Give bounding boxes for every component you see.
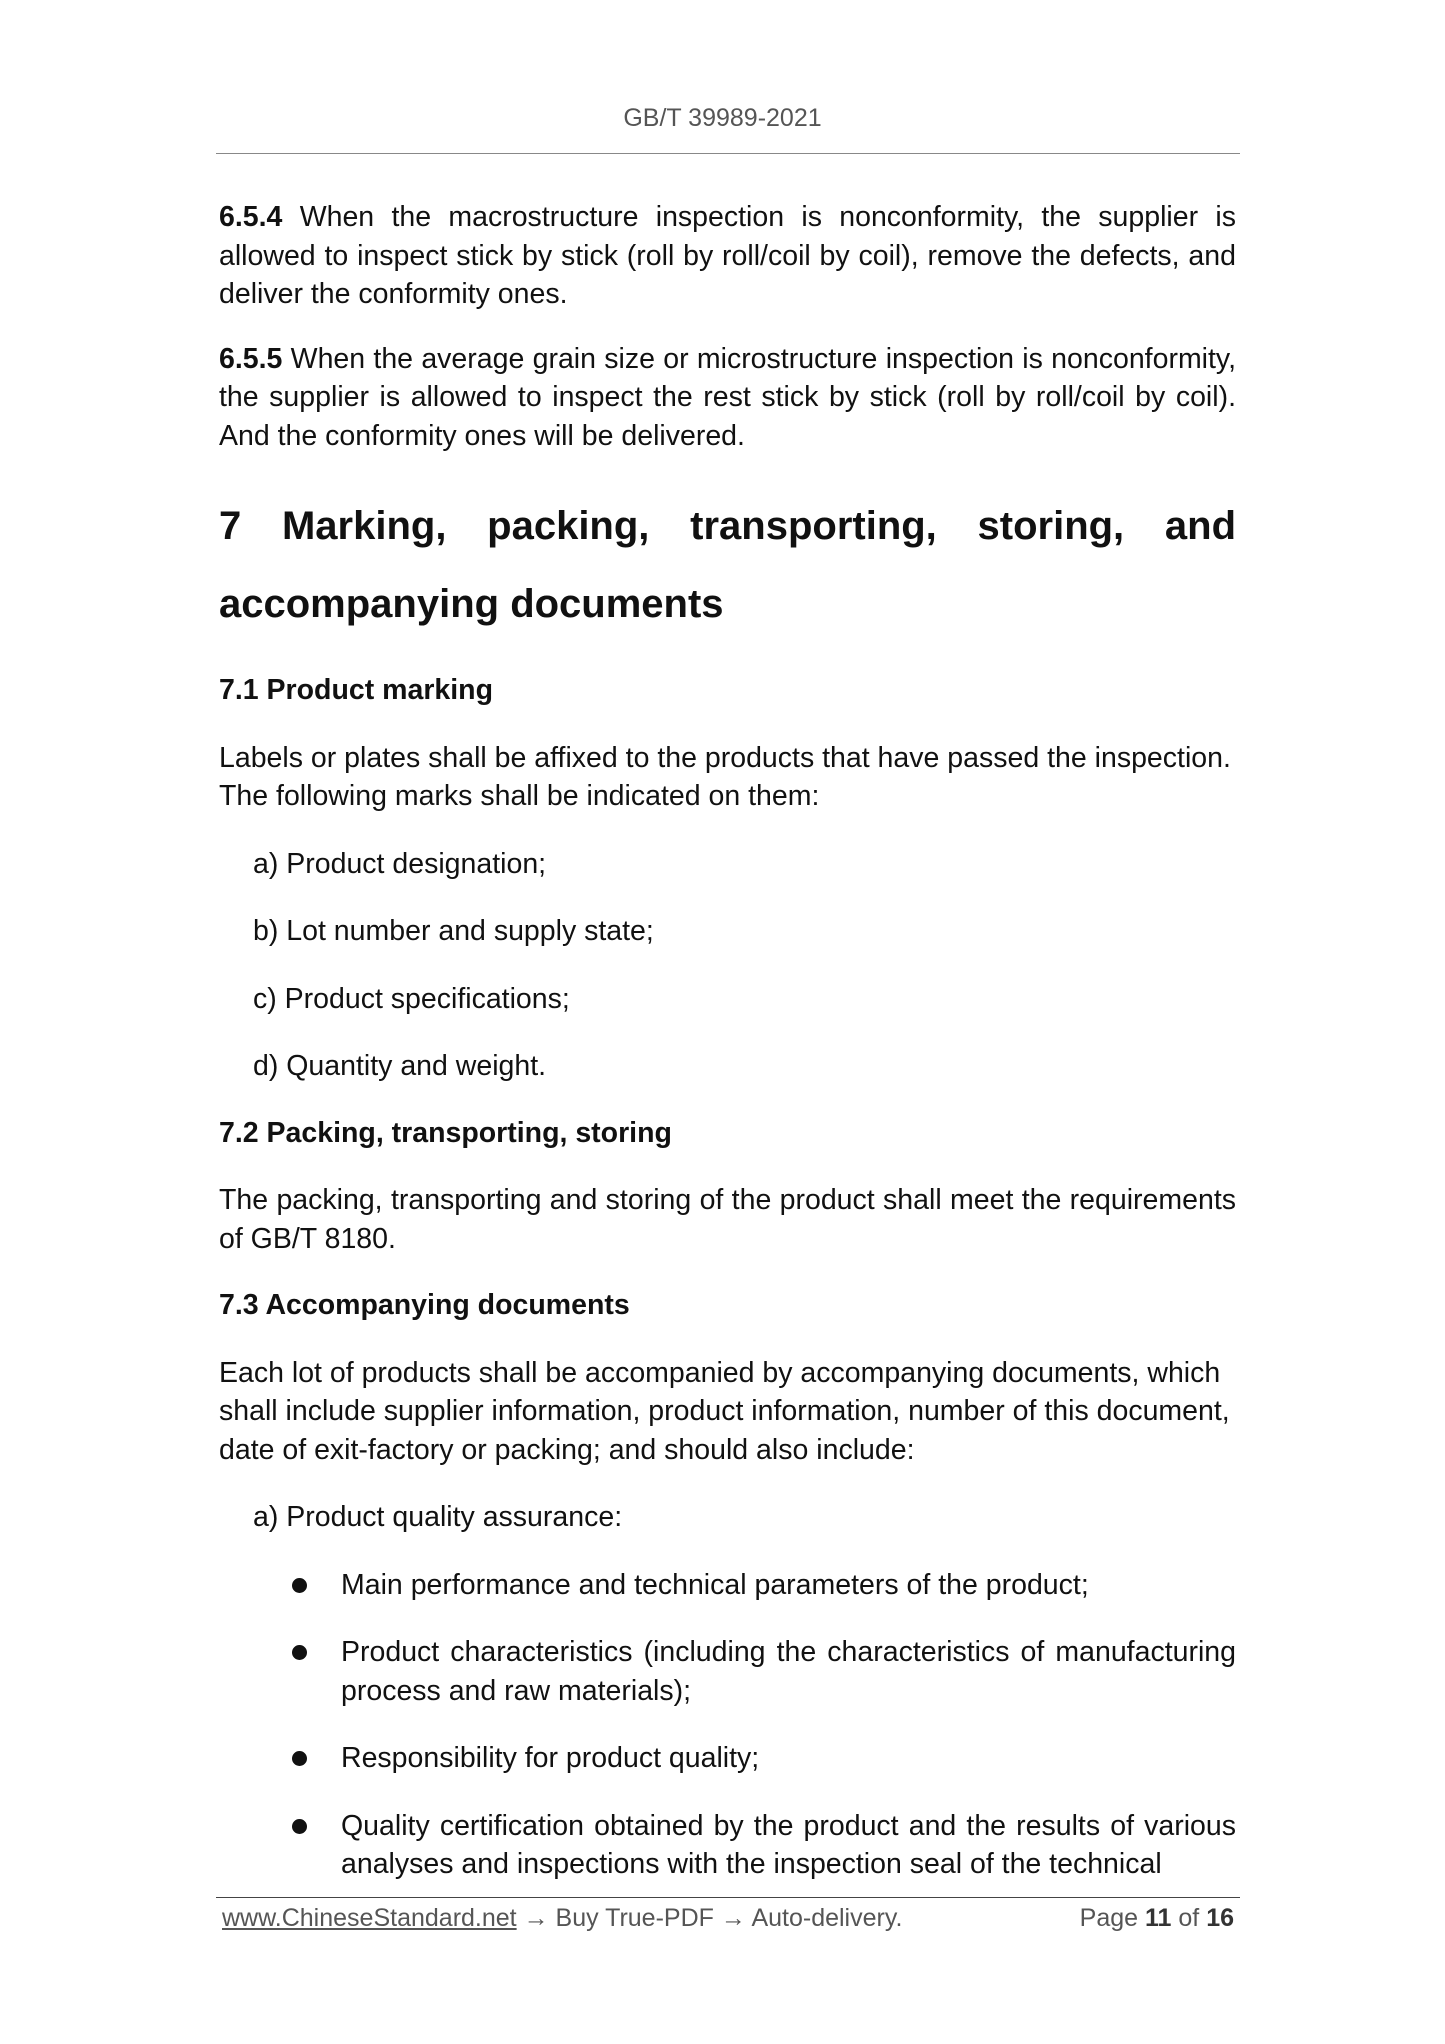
buy-true-pdf-text: Buy True-PDF	[555, 1904, 714, 1932]
section-7-heading-line2: accompanying documents	[219, 582, 724, 626]
section-7-1-heading: 7.1 Product marking	[219, 674, 493, 706]
clause-6-5-4	[219, 198, 1236, 314]
page-number-indicator	[1080, 1900, 1234, 1936]
section-7-2-text: The packing, transporting and storing of the product shall meet the requirements of GB/T 8180.	[219, 1184, 1236, 1255]
bullet-text: Main performance and technical parameters of the product;	[341, 1568, 1089, 1601]
bullet-item	[219, 1739, 1236, 1778]
section-7-2-heading: 7.2 Packing, transporting, storing	[219, 1116, 672, 1149]
section-7-heading	[219, 487, 1236, 643]
document-id-header: GB/T 39989-2021	[623, 104, 822, 132]
bullet-item	[219, 1807, 1236, 1884]
clause-text: When the average grain size or microstructure inspection is nonconformity, the supplier is allowed to inspect the rest stick by stick (roll by roll/coil by coil). And the conformity ones will be delivered.	[219, 342, 1236, 452]
footer-divider	[216, 1897, 1240, 1898]
list-item: a) Product designation;	[253, 847, 547, 880]
of-label: of	[1178, 1904, 1200, 1932]
clause-number: 6.5.5	[219, 342, 283, 375]
clause-text: When the macrostructure inspection is nonconformity, the supplier is allowed to inspect stick by stick (roll by roll/coil by coil), remove the defects, and deliver the conformity ones.	[219, 201, 1236, 310]
current-page: 11	[1144, 1904, 1172, 1932]
page-footer	[222, 1900, 1234, 1936]
bullet-text: Responsibility for product quality;	[341, 1742, 760, 1774]
arrow-right-icon: →	[523, 1904, 549, 1932]
bullet-dot-icon	[292, 1819, 307, 1834]
bullet-dot-icon	[292, 1751, 307, 1766]
list-item: b) Lot number and supply state;	[253, 915, 654, 947]
section-7-heading-line1: 7 Marking, packing, transporting, storing, and	[219, 504, 1236, 548]
list-item: a) Product quality assurance:	[253, 1501, 623, 1533]
bullet-text: Quality certification obtained by the product and the results of various analyses and inspections with the inspection seal of the technical	[341, 1809, 1236, 1880]
auto-delivery-text: Auto-delivery.	[751, 1904, 903, 1932]
section-7-3-heading: 7.3 Accompanying documents	[219, 1289, 630, 1321]
total-pages: 16	[1206, 1904, 1234, 1932]
bullet-text: Product characteristics (including the characteristics of manufacturing process and raw materials);	[341, 1636, 1236, 1707]
website-link[interactable]: www.ChineseStandard.net	[222, 1904, 517, 1932]
list-item: c) Product specifications;	[253, 982, 570, 1015]
page-label: Page	[1079, 1904, 1139, 1932]
section-7-3-intro: Each lot of products shall be accompanied by accompanying documents, which shall include supplier information, product information, number of this document, date of exit-factory or packing; and should also include:	[219, 1356, 1230, 1466]
bullet-dot-icon	[292, 1645, 307, 1660]
bullet-dot-icon	[292, 1578, 307, 1593]
arrow-right-icon: →	[720, 1904, 746, 1932]
bullet-item	[219, 1566, 1236, 1605]
clause-6-5-5	[219, 340, 1236, 456]
clause-number: 6.5.4	[219, 201, 283, 233]
bullet-item	[219, 1633, 1236, 1710]
header-divider	[216, 153, 1240, 154]
page-content	[219, 198, 1236, 1884]
list-item: d) Quantity and weight.	[253, 1050, 547, 1082]
section-7-1-intro: Labels or plates shall be affixed to the products that have passed the inspection. The following marks shall be indicated on them:	[219, 741, 1231, 812]
